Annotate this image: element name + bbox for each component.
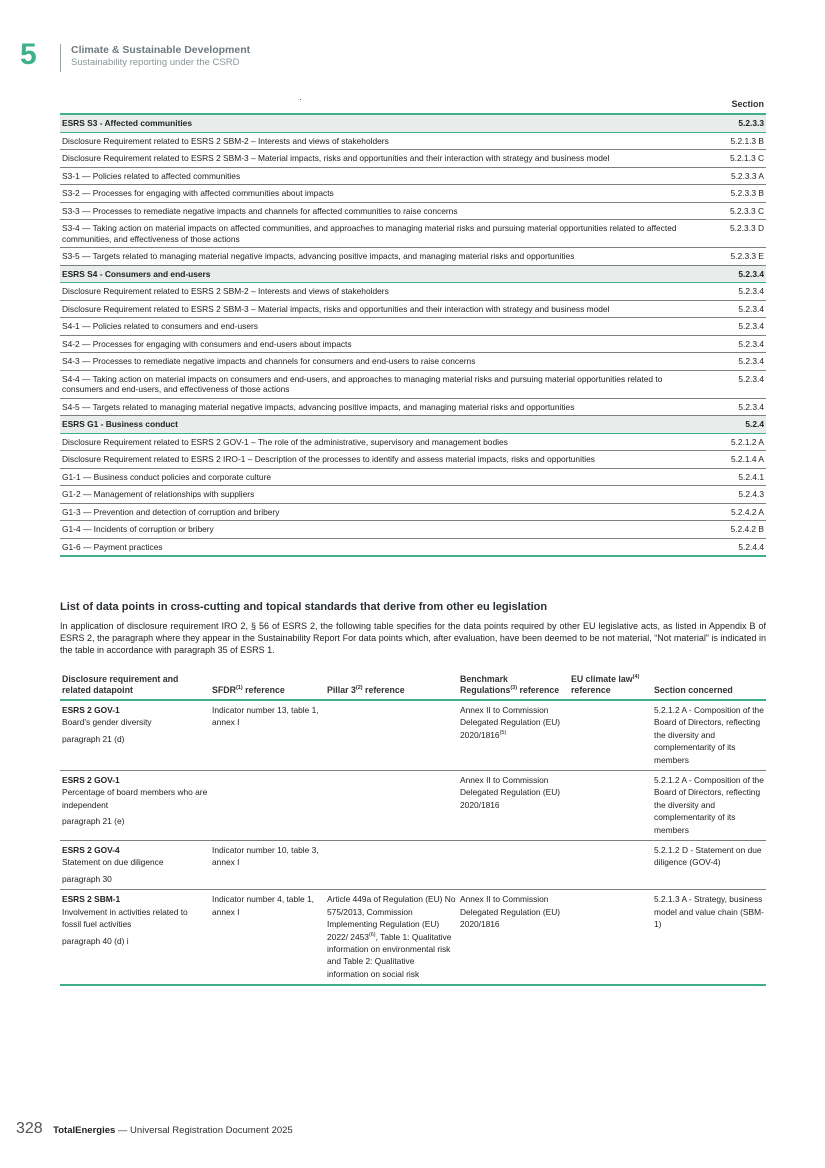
table-row	[60, 202, 766, 220]
climate-law-cell	[569, 890, 652, 985]
section-concerned-cell: 5.2.1.2 D - Statement on due diligence (GOV-4)	[652, 841, 766, 890]
datapoints-table-header	[60, 672, 766, 700]
page-number: 328	[16, 1120, 43, 1137]
pillar3-footnote: (6)	[368, 931, 376, 938]
table-row	[60, 700, 766, 771]
table-row	[60, 521, 766, 539]
table-row	[60, 841, 766, 890]
label-column-header	[60, 96, 706, 114]
section-table	[60, 96, 766, 557]
requirement-label: ESRS G1 - Business conduct	[60, 416, 706, 434]
requirement-label: G1-6 — Payment practices	[60, 538, 706, 556]
section-ref: 5.2.4	[706, 416, 766, 434]
table-row	[60, 538, 766, 556]
section-ref: 5.2.4.4	[706, 538, 766, 556]
section-ref: 5.2.3.4	[706, 353, 766, 371]
table-row	[60, 185, 766, 203]
pillar3-cell	[325, 890, 458, 985]
requirement-label: G1-2 — Management of relationships with suppliers	[60, 486, 706, 504]
datapoint-description: Involvement in activities related to fossil fuel activities	[62, 906, 188, 930]
table-row	[60, 335, 766, 353]
section-ref: 5.2.3.4	[706, 283, 766, 301]
requirement-label: S3-5 — Targets related to managing material negative impacts, advancing positive impacts, and managing material risks and opportunities	[60, 248, 706, 266]
table-row	[60, 398, 766, 416]
table-row	[60, 283, 766, 301]
climate-law-cell	[569, 771, 652, 841]
datapoint-code: ESRS 2 SBM-1	[62, 894, 121, 905]
requirement-label: G1-3 — Prevention and detection of corruption and bribery	[60, 503, 706, 521]
benchmark-text: Annex II to Commission Delegated Regulation (EU) 2020/1816	[460, 894, 561, 930]
datapoints-table-body	[60, 700, 766, 985]
disclosure-cell	[60, 700, 210, 771]
footer-document: — Universal Registration Document 2025	[115, 1125, 293, 1136]
col-climate-law: EU climate law$^{(4)}$ reference	[569, 672, 652, 700]
datapoint-paragraph: paragraph 40 (d) i	[62, 935, 129, 946]
sfdr-cell: Indicator number 4, table 1, annex I	[210, 890, 325, 985]
table-row	[60, 132, 766, 150]
section-ref: 5.2.3.3 A	[706, 167, 766, 185]
disclosure-cell	[60, 771, 210, 841]
benchmark-footnote: (5)	[499, 730, 507, 737]
requirement-label: S4-5 — Targets related to managing material negative impacts, advancing positive impacts, and managing material risks and opportunities	[60, 398, 706, 416]
datapoints-intro: In application of disclosure requirement IRO 2, § 56 of ESRS 2, the following table specifies for the data points required by other EU legislative acts, as listed in Appendix B of ESRS 2, the paragraph where they appear in the Sustainability Report For data points which, after evaluation, have been deemed to be not material, “Not material” is indicated in the table in accordance with paragraph 35 of ESRS 1.	[60, 621, 766, 655]
datapoints-table	[60, 672, 766, 986]
section-ref: 5.2.3.3 B	[706, 185, 766, 203]
section-ref: 5.2.4.2 B	[706, 521, 766, 539]
pillar3-text: Article 449a of Regulation (EU) No 575/2013, Commission Implementing Regulation (EU) 2022/ 2453	[327, 894, 456, 942]
climate-law-cell	[569, 841, 652, 890]
sfdr-cell: Indicator number 13, table 1, annex I	[210, 700, 325, 771]
header-divider	[60, 44, 61, 72]
requirement-label: S4-3 — Processes to remediate negative impacts and channels for consumers and end-users to raise concerns	[60, 353, 706, 371]
datapoint-code: ESRS 2 GOV-1	[62, 705, 120, 715]
table-row	[60, 150, 766, 168]
section-ref: 5.2.1.2 A	[706, 433, 766, 451]
table-row	[60, 300, 766, 318]
col-section: Section concerned	[652, 672, 766, 700]
benchmark-cell	[458, 890, 569, 985]
datapoint-description: Statement on due diligence	[62, 857, 164, 868]
section-ref: 5.2.3.3	[706, 114, 766, 132]
table-row	[60, 503, 766, 521]
requirement-label: S3-1 — Policies related to affected communities	[60, 167, 706, 185]
datapoints-title: List of data points in cross-cutting and topical standards that derive from other eu legislation	[60, 601, 548, 613]
requirement-label: Disclosure Requirement related to ESRS 2 IRO-1 – Description of the processes to identify and assess material impacts, risks and opportunities	[60, 451, 706, 469]
benchmark-cell	[458, 771, 569, 841]
section-ref: 5.2.3.4	[706, 265, 766, 283]
section-ref: 5.2.4.3	[706, 486, 766, 504]
requirement-label: G1-1 — Business conduct policies and corporate culture	[60, 468, 706, 486]
benchmark-text: Annex II to Commission Delegated Regulation (EU) 2020/1816	[460, 705, 561, 740]
chapter-subtitle: Sustainability reporting under the CSRD	[71, 57, 240, 68]
col-disclosure: Disclosure requirement and related datapoint	[60, 672, 210, 700]
section-ref: 5.2.1.3 B	[706, 132, 766, 150]
disclosure-cell	[60, 890, 210, 985]
section-heading-row	[60, 416, 766, 434]
table-row	[60, 248, 766, 266]
datapoint-description: Board's gender diversity	[62, 717, 152, 728]
section-table-body	[60, 114, 766, 556]
section-ref: 5.2.4.1	[706, 468, 766, 486]
section-heading-row	[60, 114, 766, 132]
table-row	[60, 468, 766, 486]
requirement-label: ESRS S4 - Consumers and end-users	[60, 265, 706, 283]
table-row	[60, 353, 766, 371]
chapter-title: Climate & Sustainable Development	[71, 44, 251, 56]
requirement-label: S3-2 — Processes for engaging with affected communities about impacts	[60, 185, 706, 203]
datapoint-paragraph: paragraph 21 (e)	[62, 816, 125, 827]
chapter-number: 5	[20, 38, 37, 71]
table-row	[60, 220, 766, 248]
pillar3-cell	[325, 841, 458, 890]
section-ref: 5.2.3.4	[706, 398, 766, 416]
table-row	[60, 486, 766, 504]
requirement-label: Disclosure Requirement related to ESRS 2 SBM-2 – Interests and views of stakeholders	[60, 283, 706, 301]
section-ref: 5.2.3.4	[706, 318, 766, 336]
col-sfdr: SFDR$^{(1)}$ reference	[210, 672, 325, 700]
requirement-label: S4-2 — Processes for engaging with consumers and end-users about impacts	[60, 335, 706, 353]
requirement-label: G1-4 — Incidents of corruption or bribery	[60, 521, 706, 539]
table-row	[60, 771, 766, 841]
footer-brand: TotalEnergies	[53, 1125, 116, 1136]
section-concerned-cell: 5.2.1.2 A - Composition of the Board of Directors, reflecting the diversity and complementarity of its members	[652, 700, 766, 771]
benchmark-text: Annex II to Commission Delegated Regulation (EU) 2020/1816	[460, 775, 561, 810]
climate-law-cell	[569, 700, 652, 771]
sfdr-cell	[210, 771, 325, 841]
section-concerned-cell: 5.2.1.3 A - Strategy, business model and value chain (SBM-1)	[652, 890, 766, 985]
requirement-label: ESRS S3 - Affected communities	[60, 114, 706, 132]
section-ref: 5.2.3.4	[706, 370, 766, 398]
table-row	[60, 451, 766, 469]
col-pillar3: Pillar 3$^{(2)}$ reference	[325, 672, 458, 700]
datapoint-paragraph: paragraph 30	[62, 873, 112, 884]
table-row	[60, 167, 766, 185]
section-ref: 5.2.3.3 E	[706, 248, 766, 266]
benchmark-cell	[458, 841, 569, 890]
table-row	[60, 433, 766, 451]
requirement-label: S4-1 — Policies related to consumers and end-users	[60, 318, 706, 336]
disclosure-cell	[60, 841, 210, 890]
section-ref: 5.2.3.3 C	[706, 202, 766, 220]
pillar3-cell	[325, 700, 458, 771]
requirement-label: S4-4 — Taking action on material impacts on consumers and end-users, and approaches to managing material risks and pursuing material opportunities related to consumers and end-users, and effectiveness of those actions	[60, 370, 706, 398]
benchmark-cell	[458, 700, 569, 771]
section-ref: 5.2.3.4	[706, 300, 766, 318]
page-footer	[16, 1120, 293, 1138]
requirement-label: Disclosure Requirement related to ESRS 2 SBM-3 – Material impacts, risks and opportunities and their interaction with strategy and business model	[60, 150, 706, 168]
section-heading-row	[60, 265, 766, 283]
section-ref: 5.2.3.3 D	[706, 220, 766, 248]
sfdr-cell: Indicator number 10, table 3, annex I	[210, 841, 325, 890]
section-column-header: Section	[706, 96, 766, 114]
section-ref: 5.2.3.4	[706, 335, 766, 353]
section-ref: 5.2.4.2 A	[706, 503, 766, 521]
col-benchmark: Benchmark Regulations$^{(3)}$ reference	[458, 672, 569, 700]
pillar3-text-cont: , Table 1: Qualitative information on environmental risk and Table 2: Qualitative information on social risk	[327, 931, 452, 979]
table-row	[60, 318, 766, 336]
requirement-label: Disclosure Requirement related to ESRS 2 SBM-2 – Interests and views of stakeholders	[60, 132, 706, 150]
datapoint-paragraph: paragraph 21 (d)	[62, 733, 125, 744]
section-ref: 5.2.1.3 C	[706, 150, 766, 168]
datapoint-code: ESRS 2 GOV-1	[62, 775, 120, 786]
table-row	[60, 890, 766, 985]
requirement-label: Disclosure Requirement related to ESRS 2 GOV-1 – The role of the administrative, supervisory and management bodies	[60, 433, 706, 451]
datapoint-code: ESRS 2 GOV-4	[62, 845, 120, 856]
requirement-label: S3-3 — Processes to remediate negative impacts and channels for affected communities to raise concerns	[60, 202, 706, 220]
pillar3-cell	[325, 771, 458, 841]
requirement-label: Disclosure Requirement related to ESRS 2 SBM-3 – Material impacts, risks and opportunities and their interaction with strategy and business model	[60, 300, 706, 318]
section-table-header	[60, 96, 766, 114]
section-concerned-cell: 5.2.1.2 A - Composition of the Board of Directors, reflecting the diversity and complementarity of its members	[652, 771, 766, 841]
table-row	[60, 370, 766, 398]
requirement-label: S3-4 — Taking action on material impacts on affected communities, and approaches to managing material risks and pursuing material opportunities related to affected communities, and effectiveness of those actions	[60, 220, 706, 248]
datapoint-description: Percentage of board members who are independent	[62, 787, 208, 810]
section-ref: 5.2.1.4 A	[706, 451, 766, 469]
